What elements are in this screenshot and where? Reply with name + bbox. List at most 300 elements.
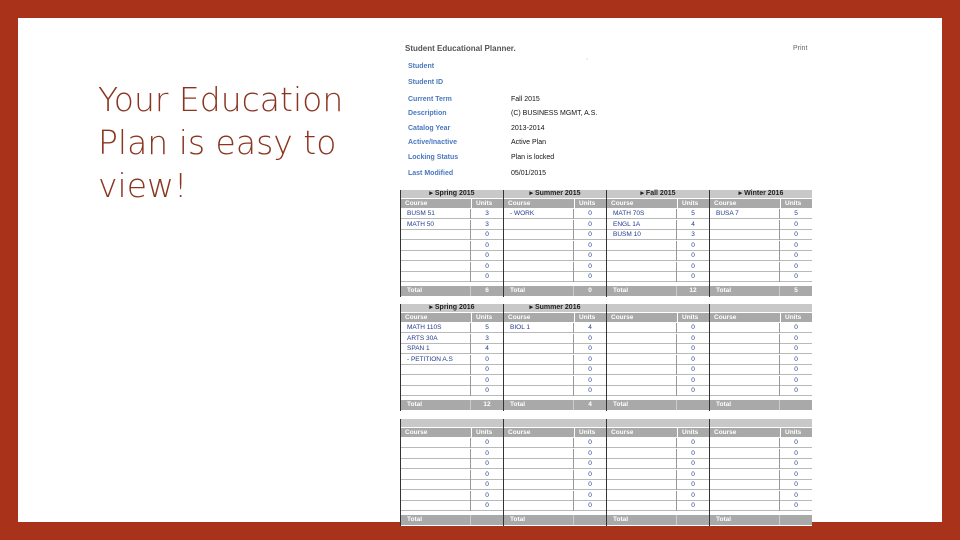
units-cell: 0	[485, 355, 489, 363]
course-cell: SPAN 1	[401, 344, 471, 354]
course-row[interactable]	[607, 376, 709, 386]
course-row[interactable]	[401, 376, 503, 386]
course-cell	[710, 241, 780, 251]
units-cell: 0	[691, 491, 695, 499]
course-row[interactable]	[710, 501, 812, 511]
course-cell	[710, 251, 780, 261]
units-cell: 0	[691, 481, 695, 488]
units-cell: 3	[485, 334, 489, 342]
course-row[interactable]	[710, 459, 812, 469]
course-row[interactable]	[504, 365, 606, 375]
course-row[interactable]	[504, 220, 606, 230]
course-cell	[710, 376, 780, 386]
course-cell	[607, 376, 677, 386]
term-header[interactable]	[607, 304, 709, 312]
course-row[interactable]	[710, 251, 812, 261]
course-cell: ENGL 1A	[607, 220, 677, 230]
course-cell	[401, 365, 471, 375]
course-row[interactable]	[607, 501, 709, 511]
units-cell: 5	[485, 324, 489, 331]
course-column-header: Course	[401, 199, 471, 208]
info-label: Student ID	[408, 79, 443, 86]
course-row[interactable]	[401, 470, 503, 480]
course-row[interactable]	[607, 386, 709, 396]
course-cell	[401, 272, 471, 282]
separator-dot: ·	[586, 56, 589, 63]
term-grid	[400, 304, 811, 411]
units-column-header: Units	[575, 313, 606, 322]
info-value: Active Plan	[511, 139, 547, 146]
total-label: Total	[607, 515, 677, 525]
term-table	[607, 190, 709, 297]
course-row[interactable]	[504, 491, 606, 501]
total-units: 6	[485, 287, 489, 294]
course-cell	[504, 365, 574, 375]
course-row[interactable]	[607, 438, 709, 448]
total-units: 4	[588, 401, 592, 408]
info-value: 05/01/2015	[511, 170, 547, 177]
course-row[interactable]	[504, 251, 606, 261]
units-cell: 0	[691, 345, 695, 352]
term-header[interactable]: ▸ Summer 2015	[504, 190, 606, 198]
units-column-header: Units	[781, 199, 812, 208]
units-cell: 0	[794, 439, 798, 446]
units-cell: 0	[794, 502, 798, 509]
units-cell: 3	[691, 231, 695, 238]
course-row[interactable]	[504, 438, 606, 448]
course-row[interactable]	[607, 323, 709, 333]
info-value: (C) BUSINESS MGMT, A.S.	[511, 110, 598, 117]
course-row[interactable]	[710, 323, 812, 333]
course-row[interactable]	[401, 230, 503, 240]
units-cell: 0	[794, 220, 798, 228]
course-row[interactable]	[607, 334, 709, 344]
total-label: Total	[401, 400, 471, 410]
units-cell: 0	[588, 387, 592, 394]
course-row[interactable]	[710, 470, 812, 480]
course-cell	[401, 251, 471, 261]
course-cell: - WORK	[504, 209, 574, 219]
course-cell: MATH 110S	[401, 323, 471, 333]
units-cell: 0	[588, 345, 592, 352]
units-cell: 0	[794, 345, 798, 352]
units-cell: 0	[485, 387, 489, 394]
course-row[interactable]	[401, 501, 503, 511]
course-row[interactable]	[504, 459, 606, 469]
units-cell: 0	[691, 366, 695, 373]
info-label: Description	[408, 110, 447, 117]
info-value: 2013-2014	[511, 125, 545, 132]
term-grid	[400, 190, 811, 297]
course-cell	[504, 241, 574, 251]
term-table	[710, 190, 812, 297]
total-row	[607, 400, 709, 410]
info-label: Catalog Year	[408, 125, 451, 132]
course-row[interactable]	[504, 241, 606, 251]
term-header[interactable]: ▸ Winter 2016	[710, 190, 812, 198]
units-cell: 0	[691, 324, 695, 331]
units-column-header: Units	[678, 313, 709, 322]
course-cell	[504, 449, 574, 459]
course-row[interactable]	[401, 262, 503, 272]
units-cell: 3	[485, 220, 489, 228]
course-column-header: Course	[607, 199, 677, 208]
units-cell: 0	[794, 387, 798, 394]
term-header[interactable]: ▸ Spring 2016	[401, 304, 503, 312]
units-cell: 0	[588, 220, 592, 228]
course-row[interactable]	[710, 220, 812, 230]
course-cell	[607, 323, 677, 333]
course-row[interactable]	[504, 262, 606, 272]
units-cell: 5	[691, 210, 695, 217]
course-cell	[710, 230, 780, 240]
course-row[interactable]	[401, 251, 503, 261]
course-row[interactable]	[607, 459, 709, 469]
info-label: Last Modified	[408, 170, 454, 177]
course-row[interactable]	[504, 480, 606, 490]
course-cell	[710, 365, 780, 375]
course-cell	[504, 251, 574, 261]
total-label: Total	[504, 400, 574, 410]
course-row[interactable]	[607, 220, 709, 230]
course-row[interactable]	[710, 209, 812, 219]
term-header[interactable]: ▸ Spring 2015	[401, 190, 503, 198]
course-cell	[504, 501, 574, 511]
course-row[interactable]	[504, 376, 606, 386]
units-cell: 0	[794, 449, 798, 457]
units-cell: 0	[588, 449, 592, 457]
course-cell: ARTS 30A	[401, 334, 471, 344]
term-header[interactable]	[401, 419, 503, 427]
units-column-header: Units	[678, 199, 709, 208]
course-row[interactable]	[504, 230, 606, 240]
course-cell: MATH 70S	[607, 209, 677, 219]
units-cell: 0	[794, 481, 798, 488]
course-row[interactable]	[607, 262, 709, 272]
course-cell: BUSM 10	[607, 230, 677, 240]
planner-screenshot	[400, 40, 811, 526]
total-label: Total	[607, 286, 677, 296]
units-cell: 0	[588, 376, 592, 384]
total-label: Total	[504, 515, 574, 525]
units-cell: 0	[794, 460, 798, 467]
units-cell: 0	[794, 470, 798, 478]
course-row[interactable]	[504, 209, 606, 219]
course-row[interactable]	[504, 386, 606, 396]
course-row[interactable]	[710, 491, 812, 501]
total-label: Total	[710, 286, 780, 296]
course-row[interactable]	[710, 376, 812, 386]
course-cell	[710, 438, 780, 448]
units-cell: 0	[691, 355, 695, 363]
slide	[18, 18, 942, 522]
term-header[interactable]	[504, 419, 606, 427]
total-units	[780, 400, 812, 410]
term-header[interactable]: ▸ Fall 2015	[607, 190, 709, 198]
units-cell: 0	[691, 439, 695, 446]
units-column-header: Units	[472, 428, 503, 437]
course-row[interactable]	[607, 209, 709, 219]
units-cell: 4	[691, 220, 695, 228]
course-cell	[401, 459, 471, 469]
course-row[interactable]	[607, 470, 709, 480]
units-column-header: Units	[472, 313, 503, 322]
term-header[interactable]	[710, 304, 812, 312]
course-cell	[504, 470, 574, 480]
course-cell	[607, 470, 677, 480]
course-row[interactable]	[401, 491, 503, 501]
course-row[interactable]	[401, 386, 503, 396]
units-cell: 0	[588, 252, 592, 259]
total-label: Total	[504, 286, 574, 296]
total-row	[607, 515, 709, 525]
units-cell: 0	[588, 460, 592, 467]
term-table	[504, 304, 606, 411]
units-cell: 0	[691, 460, 695, 467]
term-table	[504, 419, 606, 526]
units-cell: 5	[794, 210, 798, 217]
total-units: 0	[588, 287, 592, 294]
course-cell: - PETITION A.S	[401, 355, 471, 365]
course-row[interactable]	[401, 355, 503, 365]
course-row[interactable]	[607, 230, 709, 240]
units-cell: 0	[485, 481, 489, 488]
course-row[interactable]	[710, 344, 812, 354]
units-cell: 4	[485, 345, 489, 352]
course-row[interactable]	[401, 480, 503, 490]
course-row[interactable]	[401, 449, 503, 459]
units-cell: 3	[485, 210, 489, 217]
term-table	[504, 190, 606, 297]
units-cell: 0	[794, 252, 798, 259]
course-cell	[710, 272, 780, 282]
units-cell: 0	[588, 470, 592, 478]
course-row[interactable]	[710, 480, 812, 490]
course-row[interactable]	[710, 262, 812, 272]
course-cell	[401, 491, 471, 501]
course-cell	[504, 459, 574, 469]
course-cell	[401, 470, 471, 480]
units-cell: 0	[588, 231, 592, 238]
course-row[interactable]	[710, 386, 812, 396]
units-cell: 0	[485, 241, 489, 249]
course-cell: BUSM 51	[401, 209, 471, 219]
units-cell: 0	[794, 334, 798, 342]
course-row[interactable]	[710, 365, 812, 375]
course-cell	[504, 272, 574, 282]
course-cell: BUSA 7	[710, 209, 780, 219]
info-label: Current Term	[408, 96, 452, 103]
units-column-header: Units	[781, 428, 812, 437]
course-row[interactable]	[710, 334, 812, 344]
course-cell	[607, 386, 677, 396]
total-label: Total	[607, 400, 677, 410]
course-row[interactable]	[710, 449, 812, 459]
total-units	[677, 515, 709, 525]
course-cell	[710, 470, 780, 480]
course-row[interactable]	[710, 272, 812, 282]
course-row[interactable]	[401, 272, 503, 282]
total-row	[710, 400, 812, 410]
units-cell: 0	[691, 334, 695, 342]
course-row[interactable]	[401, 459, 503, 469]
course-row[interactable]	[607, 491, 709, 501]
units-column-header: Units	[575, 199, 606, 208]
units-cell: 0	[691, 449, 695, 457]
term-header[interactable]: ▸ Summer 2016	[504, 304, 606, 312]
total-row	[401, 515, 503, 525]
term-header[interactable]	[710, 419, 812, 427]
course-column-header: Course	[710, 313, 780, 322]
course-cell	[607, 459, 677, 469]
course-row[interactable]	[401, 438, 503, 448]
course-cell	[607, 262, 677, 272]
course-cell: MATH 50	[401, 220, 471, 230]
course-cell	[607, 344, 677, 354]
course-cell	[401, 230, 471, 240]
units-cell: 0	[485, 502, 489, 509]
term-table	[710, 419, 812, 526]
course-row[interactable]	[401, 344, 503, 354]
course-row[interactable]	[504, 272, 606, 282]
units-cell: 0	[485, 252, 489, 259]
print-link[interactable]: Print	[793, 45, 808, 52]
course-row[interactable]	[401, 241, 503, 251]
course-row[interactable]	[710, 355, 812, 365]
total-units	[574, 515, 606, 525]
course-row[interactable]	[504, 334, 606, 344]
units-column-header: Units	[472, 199, 503, 208]
course-cell	[607, 480, 677, 490]
units-cell: 0	[485, 439, 489, 446]
total-row	[607, 286, 709, 296]
course-cell	[710, 459, 780, 469]
course-row[interactable]	[607, 449, 709, 459]
total-units: 12	[483, 401, 491, 408]
units-cell: 0	[588, 334, 592, 342]
units-cell: 0	[588, 355, 592, 363]
course-column-header: Course	[504, 199, 574, 208]
course-row[interactable]	[710, 230, 812, 240]
course-row[interactable]	[607, 251, 709, 261]
info-label: Student	[408, 63, 435, 70]
course-row[interactable]	[504, 344, 606, 354]
units-cell: 0	[485, 231, 489, 238]
course-row[interactable]	[607, 480, 709, 490]
course-row[interactable]	[401, 220, 503, 230]
total-row	[504, 400, 606, 410]
course-cell	[504, 438, 574, 448]
units-cell: 0	[485, 491, 489, 499]
units-cell: 0	[794, 491, 798, 499]
course-cell	[401, 501, 471, 511]
course-cell	[504, 262, 574, 272]
course-row[interactable]	[607, 355, 709, 365]
units-cell: 0	[794, 241, 798, 249]
units-column-header: Units	[575, 428, 606, 437]
units-cell: 0	[588, 241, 592, 249]
units-cell: 0	[588, 210, 592, 217]
units-cell: 0	[485, 470, 489, 478]
course-cell	[607, 365, 677, 375]
term-header[interactable]	[607, 419, 709, 427]
course-cell	[710, 491, 780, 501]
info-value: Plan is locked	[511, 154, 555, 161]
course-row[interactable]	[504, 355, 606, 365]
course-cell	[504, 491, 574, 501]
total-row	[504, 286, 606, 296]
course-row[interactable]	[401, 323, 503, 333]
course-row[interactable]	[710, 438, 812, 448]
course-row[interactable]	[401, 209, 503, 219]
term-table	[607, 419, 709, 526]
course-row[interactable]	[504, 323, 606, 333]
course-cell	[710, 386, 780, 396]
course-column-header: Course	[607, 313, 677, 322]
units-cell: 0	[691, 241, 695, 249]
course-cell	[710, 323, 780, 333]
course-row[interactable]	[504, 470, 606, 480]
units-cell: 0	[794, 324, 798, 331]
course-column-header: Course	[710, 199, 780, 208]
course-cell	[710, 449, 780, 459]
term-table	[607, 304, 709, 411]
course-cell	[607, 355, 677, 365]
course-cell	[504, 355, 574, 365]
course-cell	[401, 480, 471, 490]
units-cell: 0	[691, 376, 695, 384]
total-units	[780, 515, 812, 525]
course-row[interactable]	[710, 241, 812, 251]
course-cell	[607, 334, 677, 344]
term-table	[401, 304, 503, 411]
course-row[interactable]	[504, 501, 606, 511]
course-cell	[504, 334, 574, 344]
course-cell	[710, 262, 780, 272]
total-units: 5	[794, 287, 798, 294]
units-cell: 0	[794, 273, 798, 280]
units-cell: 0	[588, 273, 592, 280]
course-row[interactable]	[607, 344, 709, 354]
units-cell: 0	[691, 387, 695, 394]
course-column-header: Course	[401, 313, 471, 322]
course-cell	[401, 449, 471, 459]
course-column-header: Course	[607, 428, 677, 437]
course-row[interactable]	[401, 334, 503, 344]
course-row[interactable]	[401, 365, 503, 375]
course-row[interactable]	[607, 365, 709, 375]
course-cell	[401, 241, 471, 251]
units-cell: 0	[588, 491, 592, 499]
info-value: Fall 2015	[511, 96, 540, 103]
total-label: Total	[401, 286, 471, 296]
units-cell: 0	[588, 366, 592, 373]
slide-headline: Your Education Plan is easy to view!	[98, 80, 344, 205]
units-cell: 0	[794, 262, 798, 270]
units-cell: 0	[485, 262, 489, 270]
total-units: 12	[689, 287, 697, 294]
course-cell	[710, 355, 780, 365]
course-cell	[401, 386, 471, 396]
term-table	[710, 304, 812, 411]
course-row[interactable]	[504, 449, 606, 459]
course-row[interactable]	[607, 272, 709, 282]
course-row[interactable]	[607, 241, 709, 251]
info-label: Locking Status	[408, 154, 459, 161]
total-row	[401, 286, 503, 296]
course-cell	[607, 241, 677, 251]
course-column-header: Course	[710, 428, 780, 437]
